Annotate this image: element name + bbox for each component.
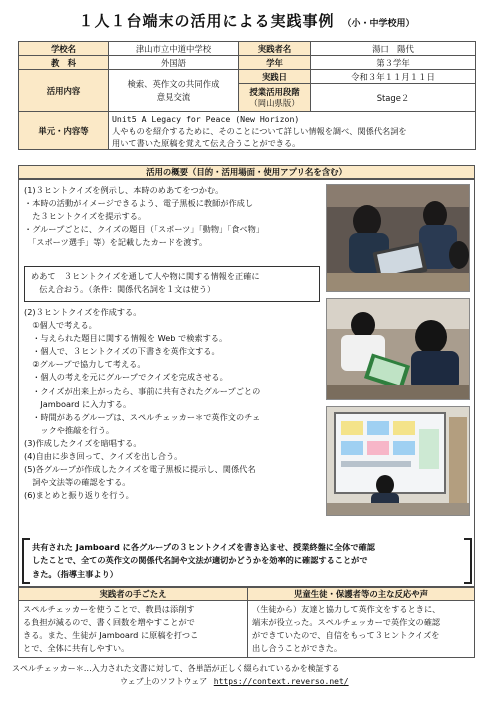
- step-line: ①個人で考える。: [24, 320, 97, 331]
- school-name: 津山市立中道中学校: [109, 42, 239, 56]
- reflect-line: 出し合うことができた。: [252, 643, 343, 654]
- step-line: ックや推敲を行う。: [24, 424, 115, 435]
- page-title: [0, 10, 493, 31]
- date-label: 実践日: [239, 70, 311, 84]
- step-line: ・与えられた題目に関する情報を Web で検索する。: [24, 333, 228, 344]
- content-line: 検索、英作文の共同作成: [127, 78, 220, 89]
- reflect-line: とで、全体に共有しやすい。: [23, 643, 130, 654]
- content-label: 活用内容: [19, 70, 109, 112]
- footnote-text: ウェブ上のソフトウェア: [120, 677, 208, 686]
- stage-label-line: （岡山県版）: [249, 97, 300, 108]
- step-line: (3)作成したクイズを暗唱する。: [24, 437, 142, 448]
- title-subtitle: （小・中学校用）: [342, 19, 415, 29]
- content-value: [109, 70, 239, 112]
- overview-line: た３ヒントクイズを提示する。: [24, 211, 147, 222]
- school-label: 学校名: [19, 42, 109, 56]
- stage-label-line: 授業活用段階: [249, 86, 300, 97]
- unit-line: Unit5 A Legacy for Peace (New Horizon): [112, 113, 300, 124]
- step-line: ・個人の考えを元にグループでクイズを完成させる。: [24, 372, 228, 383]
- step-line: ・時間があるグループは、スペルチェッカー＊で英作文のチェ: [24, 411, 261, 422]
- reflect-line: ができていたので、自信をもって３ヒントクイズを: [252, 630, 440, 641]
- grade-label: 学年: [239, 56, 311, 70]
- highlight-line: したことで、全ての英作文の関係代名詞や文法が適切かどうかを効率的に確認することがで: [32, 555, 368, 566]
- reflect-left-header: 実践者の手ごたえ: [18, 587, 248, 601]
- overview-line: ・グループごとに、クイズの題目（「スポーツ」「動物」「食べ物」: [24, 224, 265, 235]
- photo-whiteboard: [326, 406, 470, 516]
- unit-content: [109, 112, 476, 150]
- goal-line: 伝え合おう。（条件：関係代名詞を１文は使う）: [31, 284, 216, 294]
- stage-value: Stage２: [311, 84, 476, 112]
- reflect-left-body: [18, 600, 248, 658]
- overview-line: 「スポーツ選手」等）を記載したカードを渡す。: [24, 237, 208, 248]
- practitioner-name: 湯口 陽代: [311, 42, 476, 56]
- step-line: (5)各グループが作成したクイズを電子黒板に提示し、関係代名: [24, 464, 256, 475]
- reflect-line: る負担が減るので、書く回数を増やすことがで: [23, 617, 195, 628]
- unit-line: 用いて書いた原稿を覚えて伝え合うことができる。: [112, 137, 301, 148]
- overview-line: (1)３ヒントクイズを例示し、本時のめあてをつかむ。: [24, 185, 224, 195]
- grade-value: 第３学年: [311, 56, 476, 70]
- reflect-line: きる。また、生徒が Jamboard に原稿を打つこ: [23, 630, 199, 641]
- subject-value: 外国語: [109, 56, 239, 70]
- lesson-goal-box: [24, 266, 320, 302]
- photo-students-tablets: [326, 184, 470, 292]
- step-line: Jamboard に入力する。: [24, 398, 132, 409]
- reflect-line: 端末が役立った。スペルチェッカーで英作文の確認: [252, 617, 441, 628]
- photo-students-desks: [326, 298, 470, 400]
- step-line: (4)自由に歩き回って、クイズを出し合う。: [24, 451, 183, 462]
- practitioner-label: 実践者名: [239, 42, 311, 56]
- spellchecker-link[interactable]: https://context.reverso.net/: [213, 677, 349, 686]
- reflect-line: スペルチェッカーを使うことで、教員は添削す: [23, 604, 195, 614]
- supervisor-highlight: [22, 538, 472, 584]
- unit-line: 人やものを紹介するために、そのことについて詳しい情報を調べ、関係代名詞を: [112, 125, 407, 136]
- overview-header: 活用の概要（目的・活用場面・使用アプリ名を含む）: [18, 165, 475, 179]
- reflect-right-body: [247, 600, 475, 658]
- date-value: 令和３年１１月１１日: [311, 70, 476, 84]
- unit-label: 単元・内容等: [19, 112, 109, 150]
- reflect-line: （生徒から）友達と協力して英作文をするときに、: [252, 604, 441, 614]
- step-line: (6)まとめと振り返りを行う。: [24, 490, 134, 501]
- step-line: (2)３ヒントクイズを作成する。: [24, 307, 142, 317]
- step-line: ・クイズが出来上がったら、事前に共有されたグループごとの: [24, 385, 261, 396]
- reflect-right-header: 児童生徒・保護者等の主な反応や声: [247, 587, 475, 601]
- steps-list: [24, 306, 260, 502]
- step-line: ②グループで協力して考える。: [24, 359, 146, 370]
- footnote: [12, 662, 482, 688]
- footnote-line: [12, 675, 482, 688]
- footnote-line: スペルチェッカー＊…入力された文書に対して、各単語が正しく綴られているかを検証する: [12, 664, 340, 673]
- subject-label: 教 科: [19, 56, 109, 70]
- content-line: 意見交流: [156, 91, 191, 102]
- info-table: [18, 41, 476, 150]
- overview-intro: [24, 184, 264, 249]
- goal-line: めあて ３ヒントクイズを通して人や物に関する情報を正確に: [31, 271, 260, 281]
- highlight-line: 共有された Jamboard に各グループの３ヒントクイズを書き込ませ、授業終盤に全体で確認: [32, 542, 375, 552]
- step-line: ・個人で、３ヒントクイズの下書きを英作文する。: [24, 346, 220, 357]
- step-line: 詞や文法等の確認をする。: [24, 477, 131, 488]
- title-text: １人１台端末の活用による実践事例: [78, 12, 335, 30]
- highlight-line: きた。（指導主事より）: [32, 568, 118, 579]
- overview-line: ・本時の活動がイメージできるよう、電子黒板に教師が作成し: [24, 198, 254, 209]
- stage-label: [239, 84, 311, 112]
